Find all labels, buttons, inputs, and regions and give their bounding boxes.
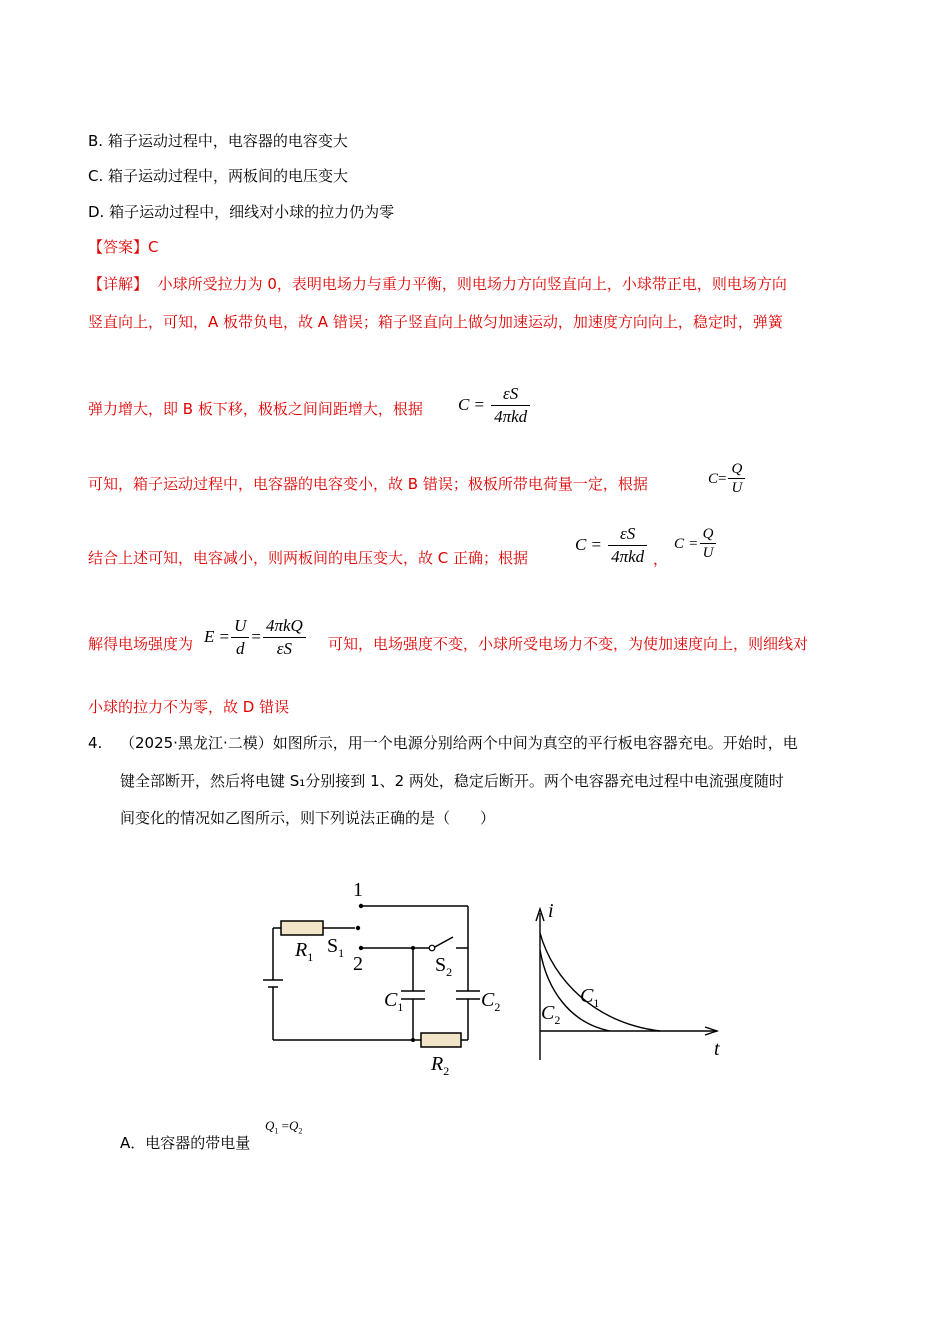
formula-field-strength: E = $\frac{U}{d}$ = $\frac{\text{4πkQ}}{\varepsilon S}$ [204,615,308,660]
answer-value: C [148,238,159,256]
option-a: A．电容器的带电量 [120,1134,251,1152]
formula-capacitance-3: C = $\frac{\varepsilon S}{\text{4πkd}}$ [575,523,649,568]
explanation-line-6-tail: 可知，电场强度不变，小球所受电场力不变，为使加速度向上，则细线对 [328,635,809,653]
question-line-2: 键全部断开，然后将电键 S₁分别接到 1、2 两处，稳定后断开。两个电容器充电过程中电流强度随时 [120,772,784,790]
c2-label: $C_2$ [481,989,501,1014]
explanation-sep: ， [653,550,669,568]
formula-capacitance-1: C = $\frac{\varepsilon S}{\text{4πkd}}$ [458,383,532,428]
answer-label: 【答案】 [88,238,149,256]
c1-label: $C_1$ [384,989,404,1014]
r2-label: $R_2$ [431,1053,450,1078]
explanation-label: 【详解】 [88,275,149,293]
s2-contact [429,945,435,951]
circuit-diagram [255,870,505,1085]
formula-capacitance-2: C= $\frac{Q}{U}$ [708,460,747,497]
formula-charge-equality: $Q_1 =Q_2$ [265,1118,303,1136]
node-2-label: 2 [353,953,363,975]
explanation-line-1 [88,274,787,294]
explanation-line-2: 竖直向上，可知，A 板带负电，故 A 错误；箱子竖直向上做匀加速运动，加速度方向向上，稳定时，弹簧 [88,313,783,331]
explanation-line-4: 可知，箱子运动过程中，电容器的电容变小，故 B 错误；极板所带电荷量一定，根据 [88,475,648,493]
node-1-dot [359,904,363,908]
explanation-text-1: 小球所受拉力为 0，表明电场力与重力平衡，则电场力方向竖直向上，小球带正电，则电场方向 [157,275,787,293]
s1-pivot-dot [356,926,360,930]
question-number: 4. [88,734,103,752]
node-1-label: 1 [353,879,363,901]
junction-dot [411,946,415,950]
option-d: D. 箱子运动过程中，细线对小球的拉力仍为零 [88,203,395,221]
curve-c2-label: $C_2$ [541,1002,561,1027]
s2-label: $S_2$ [435,954,453,979]
question-line-3: 间变化的情况如乙图所示，则下列说法正确的是（ ） [120,809,496,827]
explanation-line-7: 小球的拉力不为零，故 D 错误 [88,698,290,716]
explanation-line-3: 弹力增大，即 B 板下移，极板之间间距增大，根据 [88,400,423,418]
option-c: C. 箱子运动过程中，两板间的电压变大 [88,167,349,185]
junction-dot-bottom [411,1038,415,1042]
node-2-dot [359,946,363,950]
x-axis-label: t [714,1038,720,1060]
explanation-line-5: 结合上述可知，电容减小，则两板间的电压变大，故 C 正确；根据 [88,549,529,567]
y-axis-label: i [548,900,554,922]
formula-capacitance-4: C = $\frac{Q}{U}$ [674,525,718,562]
option-b: B. 箱子运动过程中，电容器的电容变大 [88,132,348,150]
curve-c1-label: $C_1$ [580,985,600,1010]
r1-label: $R_1$ [295,939,314,964]
current-time-graph [525,895,730,1065]
s1-label: $S_1$ [327,935,345,960]
answer-line [88,237,159,257]
explanation-line-6: 解得电场强度为 [88,635,194,653]
question-line-1: （2025·黑龙江·二模）如图所示，用一个电源分别给两个中间为真空的平行板电容器充电。开始时，电 [120,734,798,752]
